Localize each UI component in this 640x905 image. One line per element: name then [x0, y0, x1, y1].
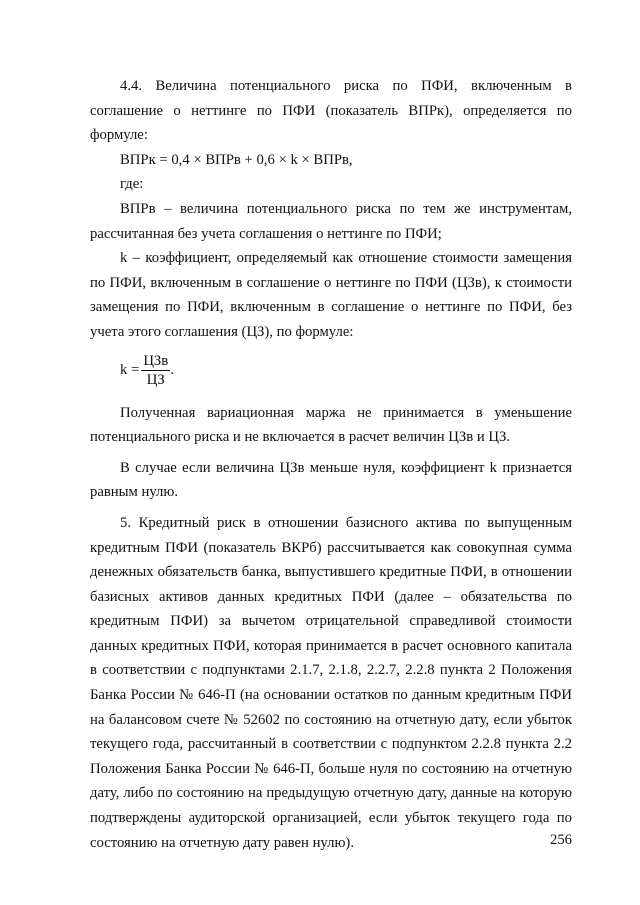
fraction-numerator: ЦЗв: [143, 352, 169, 369]
where-label: где:: [120, 176, 144, 193]
page-body: [90, 74, 572, 855]
definition-vprv: ВПРв – величина потенциального риска по тем же инструментам, рассчитанная без учета соглашения о неттинге по ПФИ;: [90, 200, 572, 242]
page-number: 256: [549, 832, 572, 848]
definition-k: k – коэффициент, определяемый как отношение стоимости замещения по ПФИ, включенным в соглашение о неттинге по ПФИ (ЦЗв), к стоимости замещения по ПФИ, включенным в соглашение о неттинге по ПФИ, без учета этого соглашения (ЦЗ), по формуле:: [90, 250, 572, 340]
fraction: [141, 353, 170, 389]
formula-k: [90, 349, 572, 393]
paragraph-variation-margin: Полученная вариационная маржа не принимается в уменьшение потенциального риска и не включается в расчет величин ЦЗв и ЦЗ.: [90, 404, 572, 446]
paragraph-negative-czv: В случае если величина ЦЗв меньше нуля, коэффициент k признается равным нулю.: [90, 459, 572, 501]
formula-k-period: .: [170, 362, 174, 379]
formula-k-lhs: k =: [120, 362, 140, 379]
fraction-denominator: ЦЗ: [146, 371, 165, 388]
formula-vprk: ВПРк = 0,4 × ВПРв + 0,6 × k × ВПРв,: [120, 151, 353, 168]
paragraph-5: 5. Кредитный риск в отношении базисного актива по выпущенным кредитным ПФИ (показатель ВКРб) рассчитывается как совокупная сумма денежных обязательств банка, выпустившего кредитные ПФИ, в отношении базисных активов данных кредитных ПФИ (далее – обязательства по кредитным ПФИ) за вычетом отрицательной справедливой стоимости данных кредитных ПФИ, которая принимается в расчет основного капитала в соответствии с подпунктами 2.1.7, 2.1.8, 2.2.7, 2.2.8 пункта 2 Положения Банка России № 646-П (на основании остатков по данным кредитным ПФИ на балансовом счете № 52602 по состоянию на отчетную дату, если убыток текущего года, рассчитанный в соответствии с подпунктом 2.2.8 пункта 2.2 Положения Банка России № 646-П, больше нуля по состоянию на отчетную дату, либо по состоянию на предыдущую отчетную дату, данные на которую подтверждены аудиторской организацией, если убыток текущего года по состоянию на отчетную дату равен нулю).: [90, 514, 572, 851]
paragraph-4-4: 4.4. Величина потенциального риска по ПФИ, включенным в соглашение о неттинге по ПФИ (показатель ВПРк), определяется по формуле:: [90, 78, 572, 144]
